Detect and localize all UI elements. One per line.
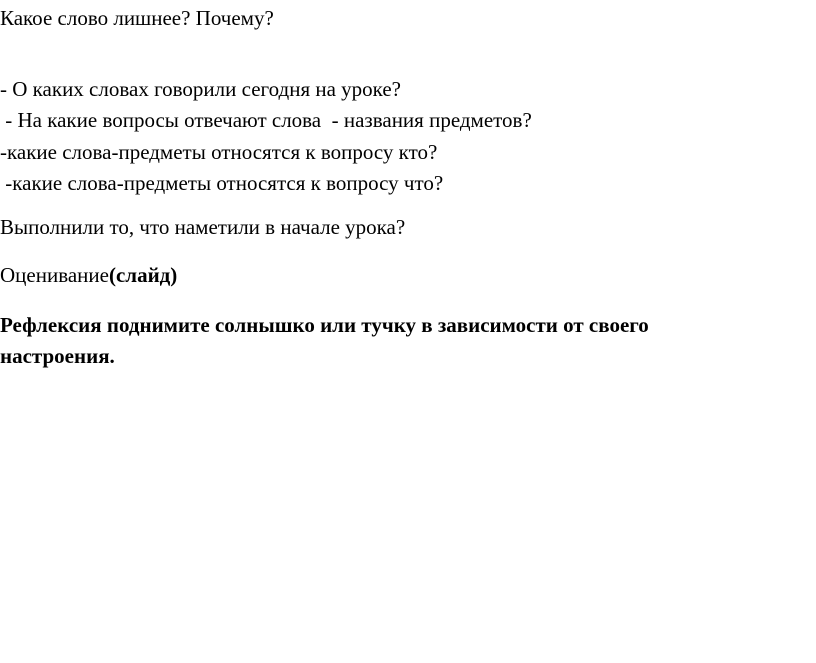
assessment-line [0, 262, 177, 288]
assessment-label: Оценивание [0, 263, 109, 287]
question-who-words: -какие слова-предметы относятся к вопросу кто? [0, 140, 438, 164]
question-which-questions: - На какие вопросы отвечают слова - названия предметов? [0, 108, 532, 132]
question-odd-word: Какое слово лишнее? Почему? [0, 6, 274, 30]
question-what-words: -какие слова-предметы относятся к вопросу что? [0, 171, 444, 195]
question-goals-achieved: Выполнили то, что наметили в начале урока? [0, 215, 406, 239]
slide-note: (слайд) [108, 263, 178, 287]
question-words-discussed: - О каких словах говорили сегодня на уроке? [0, 77, 401, 101]
reflection-instruction: Рефлексия поднимите солнышко или тучку в зависимости от своего настроения. [0, 313, 649, 368]
